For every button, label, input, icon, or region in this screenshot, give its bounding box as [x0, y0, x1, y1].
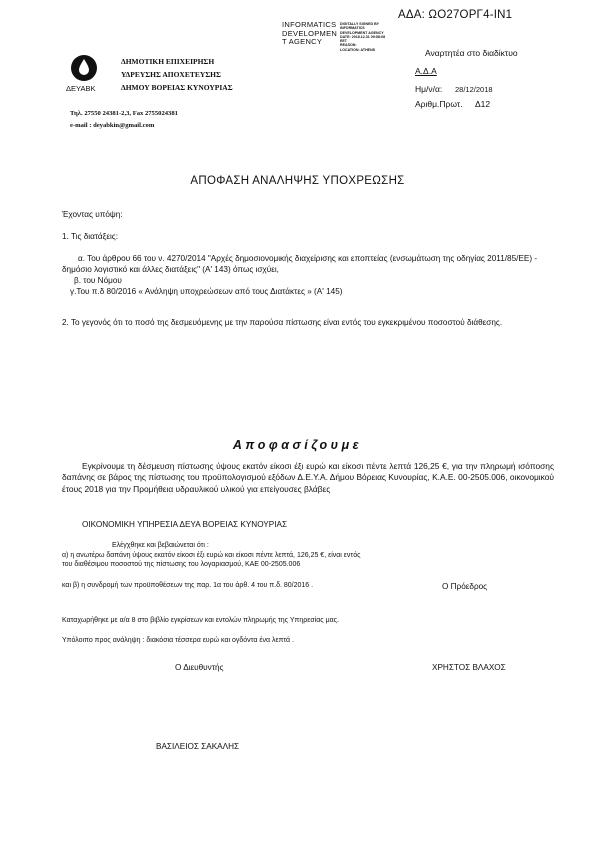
org-line-3: ΔΗΜΟΥ ΒΟΡΕΙΑΣ ΚΥΝΟΥΡΙΑΣ — [121, 83, 233, 92]
finance-checked: Ελέγχθηκε και βεβαιώνεται ότι : — [112, 542, 209, 549]
date-value: 28/12/2018 — [455, 85, 493, 94]
sig-detail: REASON: — [340, 43, 357, 48]
sig-detail: DEVELOPMENT AGENCY — [340, 30, 384, 35]
finance-remaining: Υπόλοιπο προς ανάληψη : διακόσια τέσσερα ευρώ και ογδόντα ένα λεπτά . — [62, 637, 294, 644]
agency-line-2: DEVELOPMEN — [282, 28, 338, 38]
considering-label: Έχοντας υπόψη: — [62, 210, 123, 219]
sig-detail: DATE: 2018.12.31 09:58:08 — [340, 34, 386, 39]
director-name: ΒΑΣΙΛΕΙΟΣ ΣΑΚΑΛΗΣ — [156, 742, 240, 751]
finance-clause-a: α) η ανωτέρω δαπάνη ύψους εκατόν είκοσι έξι ευρώ και είκοσι πέντε λεπτά, 126,25 €, είναι εντός του διαθέσιμου ποσοστού της πίστωσης του λογαριασμού, ΚΑΕ 00-2505.006 — [62, 552, 361, 569]
item-2: 2. Το γεγονός ότι το ποσό της δεσμευόμενης με την παρούσα πίστωσης είναι εντός του εγκεκριμένου ποσοστού διάθεσης. — [62, 318, 503, 327]
decision-heading: Αποφασίζουμε — [232, 438, 363, 452]
item-1b: β. του Νόμου — [74, 276, 122, 285]
page-title: ΑΠΟΦΑΣΗ ΑΝΑΛΗΨΗΣ ΥΠΟΧΡΕΩΣΗΣ — [190, 175, 405, 187]
ada-label: Α.Δ.Α — [415, 66, 437, 76]
sig-detail: LOCATION: ATHENS — [340, 47, 376, 52]
ada-code: ΑΔΑ: ΩΟ27ΟΡΓ4-ΙΝ1 — [398, 9, 513, 21]
org-line-1: ΔΗΜΟΤΙΚΗ ΕΠΙΧΕΙΡΗΣΗ — [121, 57, 215, 66]
finance-registered: Καταχωρήθηκε με α/α 8 στο βιβλίο εγκρίσεων και εντολών πληρωμής της Υπηρεσίας μας. — [62, 617, 339, 624]
contact-phone: Τηλ. 27550 24381-2,3, Fax 2755024381 — [70, 110, 178, 117]
water-drop-icon — [70, 54, 98, 82]
sig-detail: DIGITALLY SIGNED BY — [340, 22, 380, 26]
item-1a: α. Του άρθρου 66 του ν. 4270/2014 "Αρχές δημοσιονομικής διαχείρισης και εποπτείας (ενσωμάτωση της οδηγίας 2011/85/ΕΕ) - δημόσιο λογιστικό και άλλες διατάξεις" (Α' 143) όπως ισχύει, — [62, 254, 538, 274]
item-1: 1. Τις διατάξεις: — [62, 232, 119, 241]
contact-email: e-mail : deyabkin@gmail.com — [70, 122, 155, 129]
finance-service: ΟΙΚΟΝΟΜΙΚΗ ΥΠΗΡΕΣΙΑ ΔΕΥΑ ΒΟΡΕΙΑΣ ΚΥΝΟΥΡΙΑΣ — [82, 520, 288, 529]
president-label: Ο Πρόεδρος — [442, 582, 488, 591]
protocol-value: Δ12 — [475, 99, 491, 109]
digital-signature-stamp — [282, 21, 337, 47]
director-label: Ο Διευθυντής — [175, 663, 224, 672]
posting-note: Αναρτητέα στο διαδίκτυο — [425, 48, 518, 58]
agency-line-3: T AGENCY — [282, 37, 323, 47]
protocol-label: Αριθμ.Πρωτ. — [415, 99, 463, 109]
decision-text: Εγκρίνουμε τη δέσμευση πίστωσης ύψους εκατόν είκοσι έξι ευρώ και είκοσι πέντε λεπτά 126,25 €, για την πληρωμή ισόποσης δαπάνης σε βάρος της πίστωσης του προϋπολογισμού εξόδων Δ.Ε.Υ.Α. Δήμου Βόρειας Κυνουρίας, Κ.Α.Ε. 00-2505.006, οικονομικού έτους 2018 για την Προμήθεια υδραυλικού υλικού για επείγουσες βλάβες — [62, 461, 554, 494]
sig-detail: EET — [340, 39, 347, 44]
agency-line-1: INFORMATICS — [282, 20, 337, 29]
item-1c: γ.Του π.δ 80/2016 « Ανάληψη υποχρεώσεων από τους Διατάκτες » (Α' 145) — [70, 287, 343, 296]
logo-label: ΔΕΥΑΒΚ — [66, 84, 96, 93]
sig-detail: INFORMATICS — [340, 26, 365, 31]
date-label: Ημ/ν/α: — [415, 84, 443, 94]
finance-clause-b: και β) η συνδρομή των προϋποθέσεων της παρ. 1α του άρθ. 4 του π.δ. 80/2016 . — [62, 582, 314, 589]
org-line-2: ΥΔΡΕΥΣΗΣ ΑΠΟΧΕΤΕΥΣΗΣ — [121, 70, 221, 79]
digital-signature-details — [340, 22, 385, 52]
president-name: ΧΡΗΣΤΟΣ ΒΛΑΧΟΣ — [432, 663, 506, 672]
